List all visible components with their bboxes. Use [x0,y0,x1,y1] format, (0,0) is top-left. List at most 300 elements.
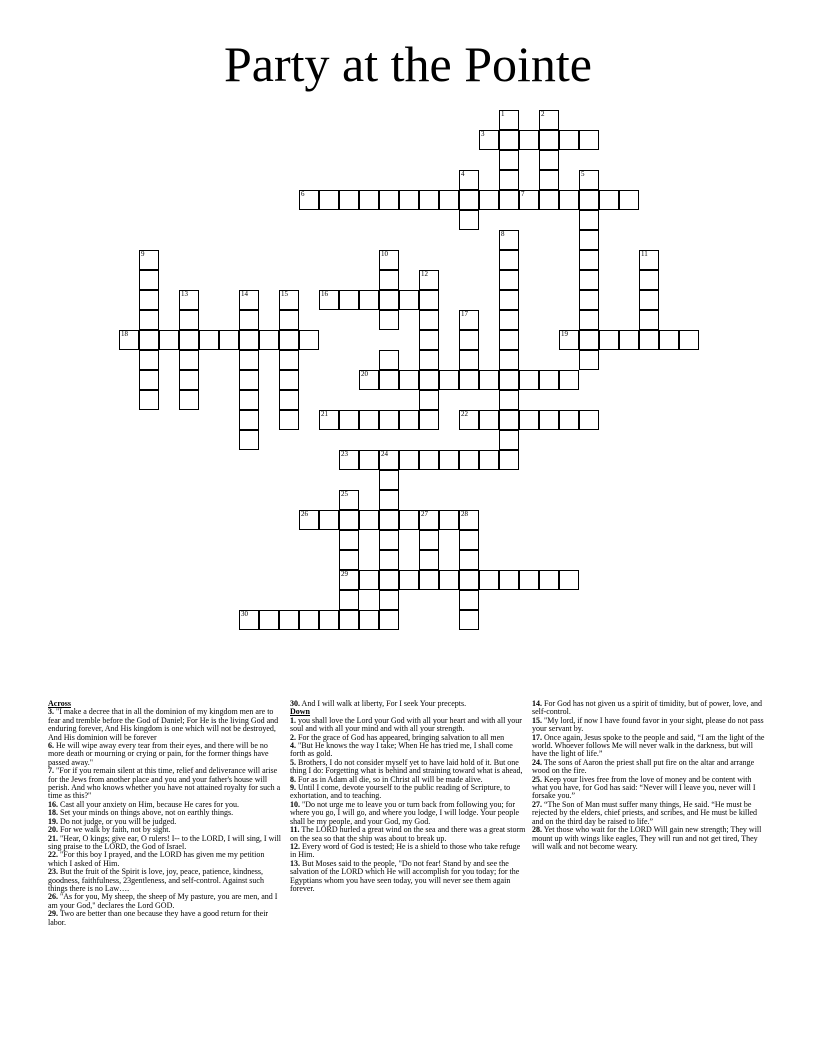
grid-cell[interactable] [599,330,619,350]
grid-cell[interactable] [459,550,479,570]
grid-cell[interactable] [319,510,339,530]
clue-number: 17. [532,732,542,742]
grid-cell[interactable] [499,430,519,450]
grid-cell[interactable] [179,390,199,410]
grid-cell[interactable] [339,590,359,610]
grid-cell[interactable] [279,610,299,630]
grid-cell[interactable] [319,610,339,630]
grid-cell[interactable] [279,390,299,410]
grid-cell[interactable] [359,510,379,530]
grid-cell[interactable] [379,610,399,630]
cell-number: 6 [301,190,305,198]
cell-number: 16 [321,290,328,298]
cell-number: 27 [421,510,428,518]
grid-cell[interactable] [239,430,259,450]
grid-cell[interactable] [499,110,519,130]
clue-text: "My lord, if now I have found favor in your sight, please do not pass your servant by. [532,715,764,734]
grid-cell[interactable] [379,590,399,610]
clue [532,700,768,717]
grid-cell[interactable] [579,270,599,290]
cell-number: 12 [421,270,428,278]
clue-number: 20. [48,825,58,835]
grid-cell[interactable] [339,610,359,630]
clue [290,860,526,894]
grid-cell[interactable] [379,550,399,570]
grid-cell[interactable] [499,290,519,310]
clues-column-3 [532,700,768,851]
grid-cell[interactable] [359,370,379,390]
grid-cell[interactable] [359,190,379,210]
grid-cell[interactable] [419,350,439,370]
grid-cell[interactable] [439,510,459,530]
clue-text: But the fruit of the Spirit is love, joy, peace, patience, kindness, goodness, faithfulness, 23gentleness, and self-control. Against such things there is no Law…. [48,867,264,893]
grid-cell[interactable] [379,290,399,310]
grid-cell[interactable] [179,370,199,390]
cell-number: 4 [461,170,465,178]
grid-cell[interactable] [399,370,419,390]
cell-number: 13 [181,290,188,298]
grid-cell[interactable] [539,170,559,190]
clue [48,767,284,801]
grid-cell[interactable] [179,310,199,330]
cell-number: 26 [301,510,308,518]
across-heading: Across [48,699,71,708]
grid-cell[interactable] [579,410,599,430]
grid-cell[interactable] [239,350,259,370]
grid-cell[interactable] [239,390,259,410]
clue-number: 27. [532,799,542,809]
clue-text: Yet those who wait for the LORD Will gain new strength; They will mount up with wings like eagles, They will run and not get tired, They will walk and not become weary. [532,825,762,851]
grid-cell[interactable] [339,450,359,470]
grid-cell[interactable] [499,230,519,250]
cell-number: 23 [341,450,348,458]
cell-number: 30 [241,610,248,618]
grid-cell[interactable] [379,510,399,530]
grid-cell[interactable] [419,550,439,570]
clue-number: 24. [532,757,542,767]
grid-cell[interactable] [459,590,479,610]
grid-cell[interactable] [379,370,399,390]
grid-cell[interactable] [399,570,419,590]
cell-number: 14 [241,290,248,298]
clue-number: 16. [48,799,58,809]
grid-cell[interactable] [499,330,519,350]
grid-cell[interactable] [319,290,339,310]
clue-text: The LORD hurled a great wind on the sea and there was a great storm on the sea so that the ship was about to break up. [290,825,526,843]
clue [532,717,768,734]
clue-number: 14. [532,699,542,708]
cell-number: 29 [341,570,348,578]
grid-cell[interactable] [539,410,559,430]
grid-cell[interactable] [459,450,479,470]
clue-number: 7. [48,766,54,776]
grid-cell[interactable] [519,130,539,150]
grid-cell[interactable] [639,330,659,350]
grid-cell[interactable] [459,210,479,230]
grid-cell[interactable] [519,570,539,590]
down-heading: Down [290,707,311,717]
grid-cell[interactable] [239,410,259,430]
clue-number: 8. [290,774,296,784]
grid-cell[interactable] [339,570,359,590]
grid-cell[interactable] [679,330,699,350]
grid-cell[interactable] [419,450,439,470]
clue-number: 6. [48,741,54,751]
clue-number: 30. [290,699,300,708]
clue-text: And I will walk at liberty, For I seek Your precepts. [300,699,467,708]
grid-cell[interactable] [379,410,399,430]
grid-cell[interactable] [279,330,299,350]
cell-number: 1 [501,110,505,118]
grid-cell[interactable] [539,570,559,590]
grid-cell[interactable] [379,250,399,270]
grid-cell[interactable] [339,530,359,550]
grid-cell[interactable] [539,110,559,130]
cell-number: 3 [481,130,485,138]
grid-cell[interactable] [599,190,619,210]
grid-cell[interactable] [519,370,539,390]
grid-cell[interactable] [379,350,399,370]
clue-number: 9. [290,783,296,793]
cell-number: 11 [641,250,648,258]
clue [48,910,284,927]
grid-cell[interactable] [539,130,559,150]
grid-cell[interactable] [579,130,599,150]
grid-cell[interactable] [579,190,599,210]
clues-column-1 [48,700,284,927]
grid-cell[interactable] [459,610,479,630]
clue-number: 29. [48,909,58,919]
clue-text: "For this boy I prayed, and the LORD has given me my petition which I asked of Him. [48,850,265,868]
cell-number: 2 [541,110,545,118]
grid-cell[interactable] [359,610,379,630]
clue-text: For as in Adam all die, so in Christ all will be made alive. [296,774,483,784]
clue-number: 22. [48,850,58,860]
grid-cell[interactable] [419,410,439,430]
grid-cell[interactable] [139,370,159,390]
grid-cell[interactable] [179,330,199,350]
clue [290,717,526,734]
clue [532,801,768,826]
clue [48,708,284,742]
grid-cell[interactable] [399,510,419,530]
grid-cell[interactable] [319,190,339,210]
grid-cell[interactable] [339,490,359,510]
grid-cell[interactable] [579,210,599,230]
cell-number: 8 [501,230,505,238]
grid-cell[interactable] [579,310,599,330]
grid-cell[interactable] [359,290,379,310]
grid-cell[interactable] [339,410,359,430]
clue [48,851,284,868]
grid-cell[interactable] [499,350,519,370]
clue-text: Until I come, devote yourself to the public reading of Scripture, to exhortation, and to teaching. [290,783,511,801]
grid-cell[interactable] [419,270,439,290]
grid-cell[interactable] [279,410,299,430]
clues-column-2 [290,700,526,893]
clue-text: The sons of Aaron the priest shall put fire on the altar and arrange wood on the fire. [532,757,755,776]
clue-text: For the grace of God has appeared, bringing salvation to all men [296,732,505,742]
grid-cell[interactable] [659,330,679,350]
clue-text: Do not judge, or you will be judged. [58,816,177,826]
grid-cell[interactable] [419,390,439,410]
grid-cell[interactable] [499,150,519,170]
grid-cell[interactable] [159,330,179,350]
grid-cell[interactable] [399,450,419,470]
grid-cell[interactable] [139,290,159,310]
grid-cell[interactable] [359,450,379,470]
clue-text: "Hear, O kings; give ear, O rulers! I-- to the LORD, I will sing, I will sing praise to the LORD, the God of Israel. [48,833,282,851]
grid-cell[interactable] [559,330,579,350]
grid-cell[interactable] [279,350,299,370]
grid-cell[interactable] [139,330,159,350]
grid-cell[interactable] [419,330,439,350]
clue [48,893,284,910]
clue [290,801,526,826]
clue-number: 5. [290,757,296,767]
grid-cell[interactable] [339,550,359,570]
grid-cell[interactable] [419,310,439,330]
grid-cell[interactable] [639,290,659,310]
grid-cell[interactable] [459,510,479,530]
clue [532,826,768,851]
clue-text: For God has not given us a spirit of timidity, but of power, love, and self-control. [532,699,763,717]
grid-cell[interactable] [259,330,279,350]
clue-number: 10. [290,799,300,809]
grid-cell[interactable] [519,190,539,210]
grid-cell[interactable] [339,290,359,310]
grid-cell[interactable] [279,310,299,330]
cell-number: 15 [281,290,288,298]
clue-number: 13. [290,858,300,868]
grid-cell[interactable] [299,510,319,530]
grid-cell[interactable] [299,610,319,630]
grid-cell[interactable] [139,350,159,370]
grid-cell[interactable] [459,170,479,190]
grid-cell[interactable] [439,190,459,210]
clue-text: "But He knows the way I take; When He has tried me, I shall come forth as gold. [290,741,513,759]
grid-cell[interactable] [459,350,479,370]
grid-cell[interactable] [419,190,439,210]
clue-text: For we walk by faith, not by sight. [58,825,171,835]
clue-text: "I make a decree that in all the dominion of my kingdom men are to fear and tremble before the God of Daniel; For He is the living God and enduring forever, And His kingdom is one which will not be destroyed, And His dominion will be forever [48,707,279,742]
grid-cell[interactable] [279,370,299,390]
clue-number: 21. [48,833,58,843]
grid-cell[interactable] [579,170,599,190]
grid-cell[interactable] [499,270,519,290]
clue [48,868,284,893]
grid-cell[interactable] [239,330,259,350]
grid-cell[interactable] [379,190,399,210]
grid-cell[interactable] [579,350,599,370]
grid-cell[interactable] [459,530,479,550]
clue-number: 18. [48,808,58,818]
clue-number: 25. [532,774,542,784]
clue [48,742,284,767]
grid-cell[interactable] [419,530,439,550]
grid-cell[interactable] [459,310,479,330]
clue [532,759,768,776]
clue-text: "For if you remain silent at this time, relief and deliverance will arise for the Jews from another place and you and your father's house will perish. And who knows whether you have not attained royalty for such a time as this?" [48,766,281,801]
grid-cell[interactable] [579,250,599,270]
grid-cell[interactable] [399,190,419,210]
clue-text: But Moses said to the people, "Do not fear! Stand by and see the salvation of the LORD which He will accomplish for you today; for the Egyptians whom you have seen today, you will never see them again forever. [290,858,520,893]
grid-cell[interactable] [639,310,659,330]
grid-cell[interactable] [379,310,399,330]
clue-text: Set your minds on things above, not on earthly things. [58,808,234,818]
clue-number: 23. [48,867,58,877]
clue-number: 19. [48,816,58,826]
grid-cell[interactable] [199,330,219,350]
grid-cell[interactable] [139,390,159,410]
grid-cell[interactable] [339,510,359,530]
cell-number: 7 [521,190,525,198]
clue-text: Once again, Jesus spoke to the people and said, “I am the light of the world. Whoever follows Me will never walk in the darkness, but will have the light of life.” [532,732,765,759]
grid-cell[interactable] [419,510,439,530]
grid-cell[interactable] [299,330,319,350]
clue-text: "Do not urge me to leave you or turn back from following you; for where you go, I will go, and where you lodge, I will lodge. Your people shall be my people, and your God, my God. [290,799,520,826]
grid-cell[interactable] [479,370,499,390]
grid-cell[interactable] [379,490,399,510]
grid-cell[interactable] [439,570,459,590]
grid-cell[interactable] [359,410,379,430]
clue [290,700,526,708]
grid-cell[interactable] [179,290,199,310]
grid-cell[interactable] [579,290,599,310]
grid-cell[interactable] [459,330,479,350]
clue-text: “The Son of Man must suffer many things, He said. “He must be rejected by the elders, chief priests, and scribes, and He must be killed and on the third day be raised to life.” [532,799,758,826]
clue-text: Keep your lives free from the love of money and be content with what you have, for God has said: “Never will I leave you, never will I forsake you.” [532,774,756,801]
grid-cell[interactable] [379,570,399,590]
grid-cell[interactable] [379,270,399,290]
cell-number: 28 [461,510,468,518]
grid-cell[interactable] [379,530,399,550]
page-title: Party at the Pointe [224,36,592,92]
grid-cell[interactable] [499,450,519,470]
clue [532,776,768,801]
cell-number: 20 [361,370,368,378]
cell-number: 19 [561,330,568,338]
grid-cell[interactable] [499,190,519,210]
grid-cell[interactable] [459,410,479,430]
clue-number: 11. [290,825,300,835]
grid-cell[interactable] [139,310,159,330]
grid-cell[interactable] [419,570,439,590]
clue-number: 15. [532,715,542,725]
grid-cell[interactable] [579,330,599,350]
grid-cell[interactable] [619,190,639,210]
clue [532,734,768,759]
grid-cell[interactable] [479,410,499,430]
grid-cell[interactable] [279,290,299,310]
grid-cell[interactable] [539,370,559,390]
clue [290,843,526,860]
grid-cell[interactable] [579,230,599,250]
grid-cell[interactable] [479,450,499,470]
grid-cell[interactable] [419,370,439,390]
grid-cell[interactable] [639,270,659,290]
grid-cell[interactable] [139,250,159,270]
grid-cell[interactable] [559,570,579,590]
grid-cell[interactable] [439,370,459,390]
grid-cell[interactable] [239,310,259,330]
grid-cell[interactable] [439,450,459,470]
grid-cell[interactable] [239,290,259,310]
grid-cell[interactable] [379,450,399,470]
grid-cell[interactable] [559,410,579,430]
clue [290,784,526,801]
grid-cell[interactable] [379,470,399,490]
grid-cell[interactable] [499,130,519,150]
grid-cell[interactable] [259,610,279,630]
grid-cell[interactable] [559,370,579,390]
cell-number: 25 [341,490,348,498]
grid-cell[interactable] [179,350,199,370]
grid-cell[interactable] [479,570,499,590]
cell-number: 5 [581,170,585,178]
grid-cell[interactable] [219,330,239,350]
grid-cell[interactable] [479,130,499,150]
grid-cell[interactable] [239,610,259,630]
grid-cell[interactable] [499,250,519,270]
clue-number: 26. [48,892,58,902]
grid-cell[interactable] [539,150,559,170]
clue-number: 28. [532,825,542,835]
grid-cell[interactable] [559,190,579,210]
grid-cell[interactable] [459,570,479,590]
clue-number: 4. [290,741,296,751]
grid-cell[interactable] [499,370,519,390]
clue [290,826,526,843]
grid-cell[interactable] [359,570,379,590]
grid-cell[interactable] [499,390,519,410]
clue-text: Every word of God is tested; He is a shield to those who take refuge in Him. [290,841,521,860]
grid-cell[interactable] [459,190,479,210]
grid-cell[interactable] [399,290,419,310]
grid-cell[interactable] [499,170,519,190]
cell-number: 18 [121,330,128,338]
grid-cell[interactable] [559,130,579,150]
clue [290,759,526,776]
clue-text: Cast all your anxiety on Him, because He cares for you. [58,799,240,809]
cell-number: 9 [141,250,145,258]
grid-cell[interactable] [119,330,139,350]
grid-cell[interactable] [319,410,339,430]
clue [48,835,284,852]
grid-cell[interactable] [479,190,499,210]
grid-cell[interactable] [399,410,419,430]
cell-number: 17 [461,310,468,318]
grid-cell[interactable] [339,190,359,210]
grid-cell[interactable] [519,410,539,430]
grid-cell[interactable] [499,310,519,330]
grid-cell[interactable] [239,370,259,390]
grid-cell[interactable] [499,410,519,430]
grid-cell[interactable] [639,250,659,270]
grid-cell[interactable] [139,270,159,290]
grid-cell[interactable] [619,330,639,350]
grid-cell[interactable] [539,190,559,210]
clue-text: you shall love the Lord your God with all your heart and with all your soul and with all your mind and with all your strength. [290,715,522,734]
cell-number: 10 [381,250,388,258]
grid-cell[interactable] [459,370,479,390]
clue [290,742,526,759]
grid-cell[interactable] [499,570,519,590]
clue-number: 2. [290,732,296,742]
grid-cell[interactable] [419,290,439,310]
cell-number: 22 [461,410,468,418]
grid-cell[interactable] [299,190,319,210]
